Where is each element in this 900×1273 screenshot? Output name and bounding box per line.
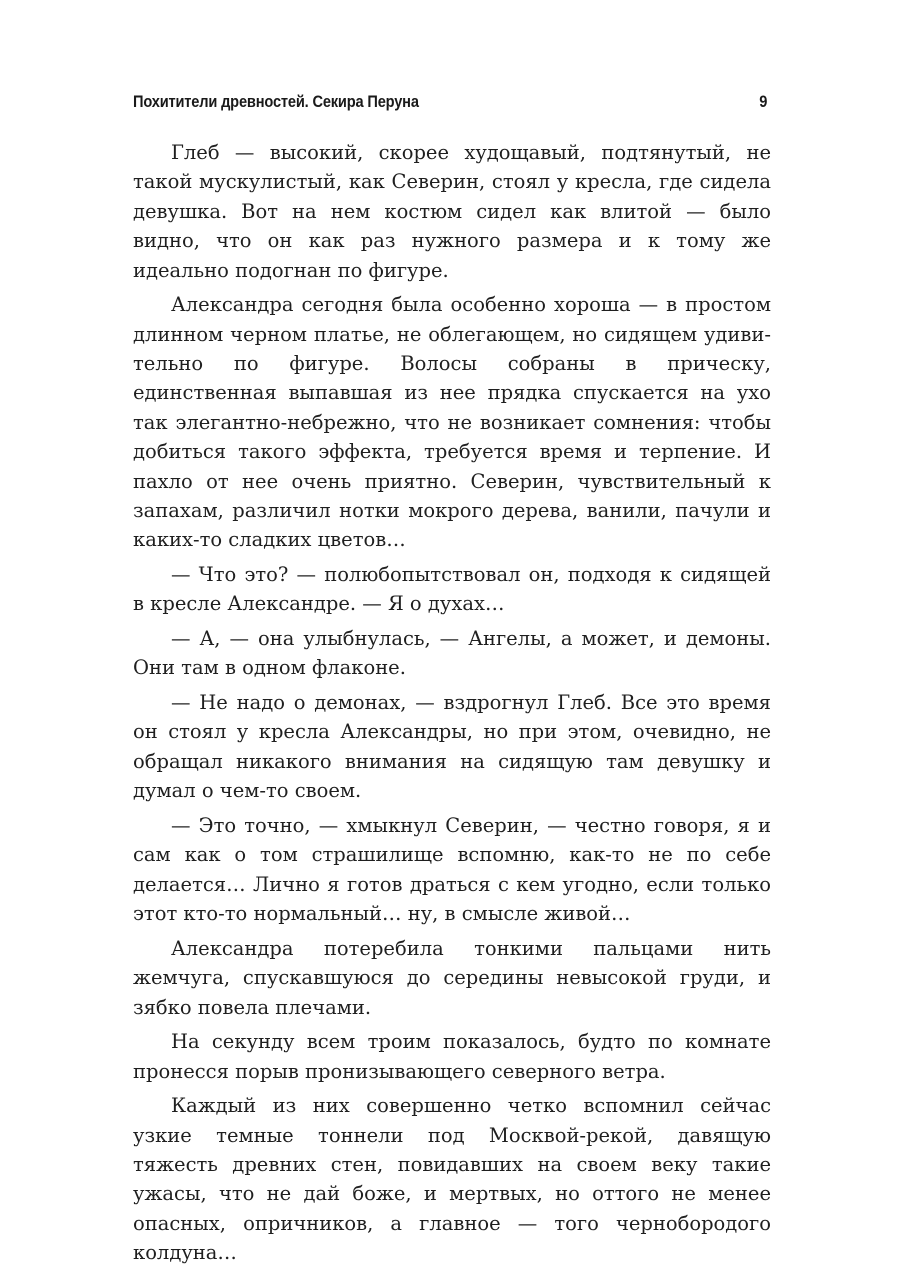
paragraph: На секунду всем троим показалось, будто по комнате пронесся порыв пронизывающего северного ветра. [133,1030,771,1083]
paragraph: Глеб — высокий, скорее худощавый, подтянутый, не такой мускулистый, как Северин, стоял у кресла, где сидела девушка. Вот на нем костюм сидел как влитой — было видно, что он как раз нужного размера и к тому же идеально подогнан по фигуре. [133,141,771,282]
body-text [133,138,771,1273]
page-number: 9 [759,92,767,111]
paragraph: — Это точно, — хмыкнул Северин, — честно говоря, я и сам как о том страшилище вспомню, как-то не по себе делается… Лично я готов драться с кем угодно, если только этот кто-то нормальный… ну, в смысле живой… [133,813,771,926]
paragraph: Александра потеребила тонкими пальцами нить жемчуга, спускавшуюся до середины невысокой груди, и зябко повела плечами. [133,936,771,1019]
paragraph: — Что это? — полюбопытствовал он, подходя к сидящей в кресле Александре. — Я о духах… [133,563,771,616]
paragraph: Каждый из них совершенно четко вспомнил сейчас узкие темные тоннели под Москвой-рекой, давящую тяжесть древних стен, повидавших на своем веку такие ужасы, что не дай боже, и мертвых, но оттого не менее опасных, опричников, а главное — того чернобородого колдуна… [133,1094,771,1265]
running-header [133,92,769,116]
paragraph: Александра сегодня была особенно хороша — в простом длинном черном платье, не облегающем, но сидящем удивительно по фигуре. Волосы собраны в прическу, единственная выпавшая из нее прядка спускается на ухо так элегантно-небрежно, что не возникает сомнения: чтобы добиться такого эффекта, требуется время и терпение. И пахло от нее очень приятно. Северин, чувствительный к запахам, различил нотки мокрого дерева, ванили, пачули и каких-то сладких цветов… [133,293,771,552]
running-title: Похитители древностей. Секира Перуна [133,92,419,111]
paragraph: — Не надо о демонах, — вздрогнул Глеб. Все это время он стоял у кресла Александры, но при этом, очевидно, не обращал никакого внимания на сидящую там девушку и думал о чем-то своем. [133,691,771,803]
paragraph: — А, — она улыбнулась, — Ангелы, а может, и демоны. Они там в одном флаконе. [133,627,771,680]
